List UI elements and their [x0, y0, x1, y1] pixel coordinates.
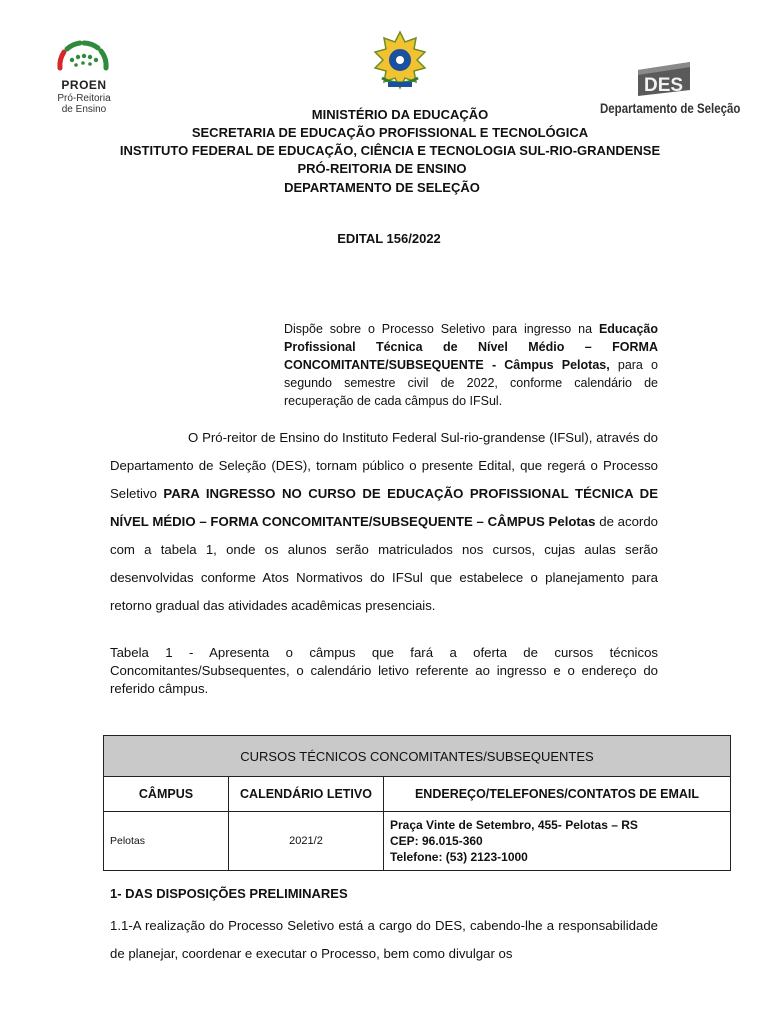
main-paragraph	[110, 424, 658, 620]
cell-calendar: 2021/2	[229, 812, 384, 871]
proen-subtitle-line1: Pró-Reitoria	[57, 93, 111, 104]
table-row	[104, 812, 731, 871]
column-header-campus: CÂMPUS	[104, 777, 229, 812]
des-emblem-icon	[634, 60, 694, 98]
courses-table	[103, 735, 731, 871]
header-institute: INSTITUTO FEDERAL DE EDUCAÇÃO, CIÊNCIA E TECNOLOGIA SUL-RIO-GRANDENSE	[119, 143, 661, 158]
cep-line: CEP: 96.015-360	[390, 834, 483, 848]
main-paragraph-text-2: de acordo com a tabela 1, onde os alunos serão matriculados nos cursos, cujas aulas serão desenvolvidas conforme Atos Normativos do IFSul que estabelece o planejamento para retorno gradual das atividades acadêmicas presenciais.	[110, 514, 658, 613]
coat-of-arms-icon	[370, 30, 430, 90]
proen-logo	[44, 38, 124, 118]
cell-address	[384, 812, 731, 871]
table-caption: Tabela 1 - Apresenta o câmpus que fará a oferta de cursos técnicos Concomitantes/Subsequentes, o calendário letivo referente ao ingresso e o endereço do referido câmpus.	[110, 645, 658, 696]
proen-title: PROEN	[61, 78, 107, 92]
column-header-calendar: CALENDÁRIO LETIVO	[229, 777, 384, 812]
main-paragraph-bold: PARA INGRESSO NO CURSO DE EDUCAÇÃO PROFISSIONAL TÉCNICA DE NÍVEL MÉDIO – FORMA CONCOMITANTE/SUBSEQUENTE – CÂMPUS Pelotas	[110, 486, 658, 529]
abstract-bold: Educação Profissional Técnica de Nível Médio – FORMA CONCOMITANTE/SUBSEQUENTE - Câmpus Pelotas,	[284, 322, 658, 372]
section-title: 1- DAS DISPOSIÇÕES PRELIMINARES	[110, 886, 348, 901]
proen-subtitle-line2: de Ensino	[61, 104, 107, 115]
header-department: DEPARTAMENTO DE SELEÇÃO	[284, 180, 480, 195]
des-mark-text: DES	[644, 75, 684, 96]
abstract-text-2: para o segundo semestre civil de 2022, conforme calendário de recuperação de cada câmpus do IFSul.	[284, 358, 659, 408]
proen-emblem-icon	[50, 38, 116, 78]
header-pro-rectorate: PRÓ-REITORIA DE ENSINO	[297, 161, 467, 176]
header-secretariat: SECRETARIA DE EDUCAÇÃO PROFISSIONAL E TECNOLÓGICA	[191, 125, 589, 140]
header-ministry: MINISTÉRIO DA EDUCAÇÃO	[311, 107, 489, 122]
main-paragraph-text-1: O Pró-reitor de Ensino do Instituto Federal Sul-rio-grandense (IFSul), através do Departamento de Seleção (DES), tornam público o presente Edital, que regerá o Processo Seletivo	[110, 430, 658, 501]
abstract	[284, 320, 658, 410]
des-caption: Departamento de Seleção	[600, 100, 741, 116]
phone-line: Telefone: (53) 2123-1000	[390, 850, 528, 864]
abstract-text-1: Dispõe sobre o Processo Seletivo para ingresso na	[284, 322, 599, 336]
column-header-address: ENDEREÇO/TELEFONES/CONTATOS DE EMAIL	[384, 777, 731, 812]
section-paragraph: 1.1-A realização do Processo Seletivo está a cargo do DES, cabendo-lhe a responsabilidade de planejar, coordenar e executar o Processo, bem como divulgar os	[110, 918, 658, 961]
cell-campus: Pelotas	[104, 812, 229, 871]
table-title: CURSOS TÉCNICOS CONCOMITANTES/SUBSEQUENTES	[104, 736, 731, 777]
edital-number: EDITAL 156/2022	[337, 231, 441, 246]
address-line: Praça Vinte de Setembro, 455- Pelotas – RS	[390, 818, 638, 832]
